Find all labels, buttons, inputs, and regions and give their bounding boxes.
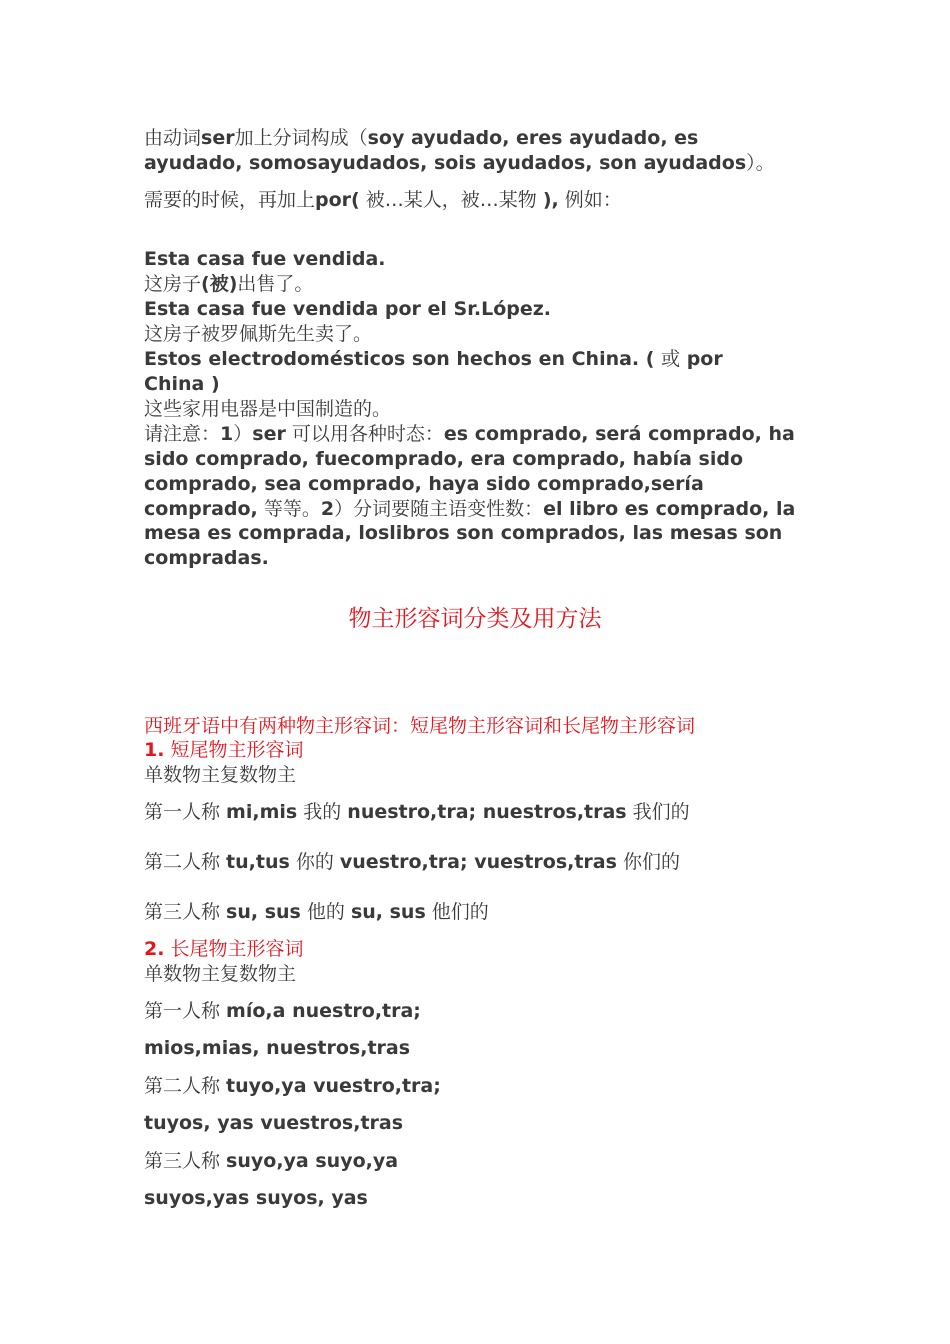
text: 第三人称	[144, 1150, 227, 1172]
text: 2.	[144, 938, 165, 960]
text: ser	[201, 127, 235, 149]
text: 被…某人，被…某物	[359, 189, 543, 211]
text: nuestro,tra; nuestros,tras	[347, 801, 627, 823]
text: 你的	[289, 851, 340, 873]
example-3-es	[144, 347, 723, 371]
text: comprado,	[144, 498, 258, 520]
text: 1	[220, 423, 234, 445]
intro-line-1	[144, 126, 698, 150]
short-row	[144, 800, 690, 824]
long-row	[144, 1074, 441, 1098]
text: 例如：	[558, 189, 622, 211]
text: 我们的	[626, 801, 690, 823]
example-3-cn: 这些家用电器是中国制造的。	[144, 398, 392, 420]
text: mío,a nuestro,tra;	[226, 1000, 421, 1022]
text: es comprado, será comprado, ha	[443, 423, 795, 445]
example-2-cn: 这房子被罗佩斯先生卖了。	[144, 323, 373, 345]
long-row-cont: suyos,yas suyos, yas	[144, 1187, 368, 1209]
text: ）。	[746, 152, 775, 174]
text: mi,mis	[226, 801, 298, 823]
long-row	[144, 1149, 398, 1173]
text: su, sus	[226, 901, 301, 923]
short-row	[144, 850, 680, 874]
text: 第一人称	[144, 801, 227, 823]
text: 由动词	[144, 127, 202, 149]
text: 你们的	[616, 851, 680, 873]
short-heading	[144, 738, 304, 762]
text: Estos electrodomésticos son hechos en China. (	[144, 348, 662, 370]
long-row-cont: mios,mias, nuestros,tras	[144, 1037, 411, 1059]
intro-line-2	[144, 151, 775, 175]
text: 第一人称	[144, 1000, 227, 1022]
text: 这房子	[144, 273, 202, 295]
possessive-intro: 西班牙语中有两种物主形容词：短尾物主形容词和长尾物主形容词	[144, 715, 696, 737]
text: 他的	[300, 901, 351, 923]
text: su, sus	[350, 901, 426, 923]
text: el libro es comprado, la	[543, 498, 796, 520]
text: suyo,ya suyo,ya	[226, 1150, 399, 1172]
text: tu,tus	[226, 851, 290, 873]
text: 2	[320, 498, 335, 520]
short-header: 单数物主复数物主	[144, 764, 297, 786]
example-1-cn	[144, 272, 313, 296]
text: 出售了。	[237, 273, 314, 295]
text: 加上分词构成（	[234, 127, 368, 149]
note-line-4	[144, 497, 795, 521]
text: 需要的时候，再加上	[144, 189, 316, 211]
text: vuestro,tra; vuestros,tras	[339, 851, 617, 873]
text: ）	[233, 423, 253, 445]
short-row	[144, 900, 489, 924]
text: 第二人称	[144, 851, 227, 873]
text: 1.	[144, 739, 165, 761]
text: 短尾物主形容词	[164, 739, 304, 761]
note-line-3: comprado, sea comprado, haya sido comprado,sería	[144, 473, 704, 495]
long-row	[144, 999, 421, 1023]
text: ser	[252, 423, 286, 445]
text: ),	[542, 189, 559, 211]
text: 等等。	[257, 498, 321, 520]
text: ayudado, somosayudados, sois ayudados, son ayudados	[144, 152, 747, 174]
text: 或	[661, 348, 681, 370]
text: 我的	[297, 801, 348, 823]
long-row-cont: tuyos, yas vuestros,tras	[144, 1112, 404, 1134]
note-line-6: compradas.	[144, 547, 269, 569]
text: por	[680, 348, 723, 370]
text: 长尾物主形容词	[164, 938, 304, 960]
note-line-5: mesa es comprada, loslibros son comprados, las mesas son	[144, 522, 783, 544]
text: 请注意：	[144, 423, 221, 445]
long-heading	[144, 937, 304, 961]
text: 可以用各种时态：	[285, 423, 444, 445]
section-title: 物主形容词分类及用方法	[348, 606, 602, 632]
text: soy ayudado, eres ayudado, es	[367, 127, 699, 149]
text: 第三人称	[144, 901, 227, 923]
note-line-2: sido comprado, fuecomprado, era comprado, había sido	[144, 448, 744, 470]
text: por(	[315, 189, 360, 211]
text: (被)	[201, 273, 238, 295]
text: 第二人称	[144, 1075, 227, 1097]
text: tuyo,ya vuestro,tra;	[226, 1075, 441, 1097]
example-1-es: Esta casa fue vendida.	[144, 248, 386, 270]
por-line	[144, 188, 622, 212]
note-line-1	[144, 422, 795, 446]
text: ）分词要随主语变性数：	[334, 498, 544, 520]
long-header: 单数物主复数物主	[144, 963, 297, 985]
text: 他们的	[425, 901, 489, 923]
example-2-es: Esta casa fue vendida por el Sr.López.	[144, 298, 552, 320]
example-3-es-cont: China )	[144, 373, 220, 395]
